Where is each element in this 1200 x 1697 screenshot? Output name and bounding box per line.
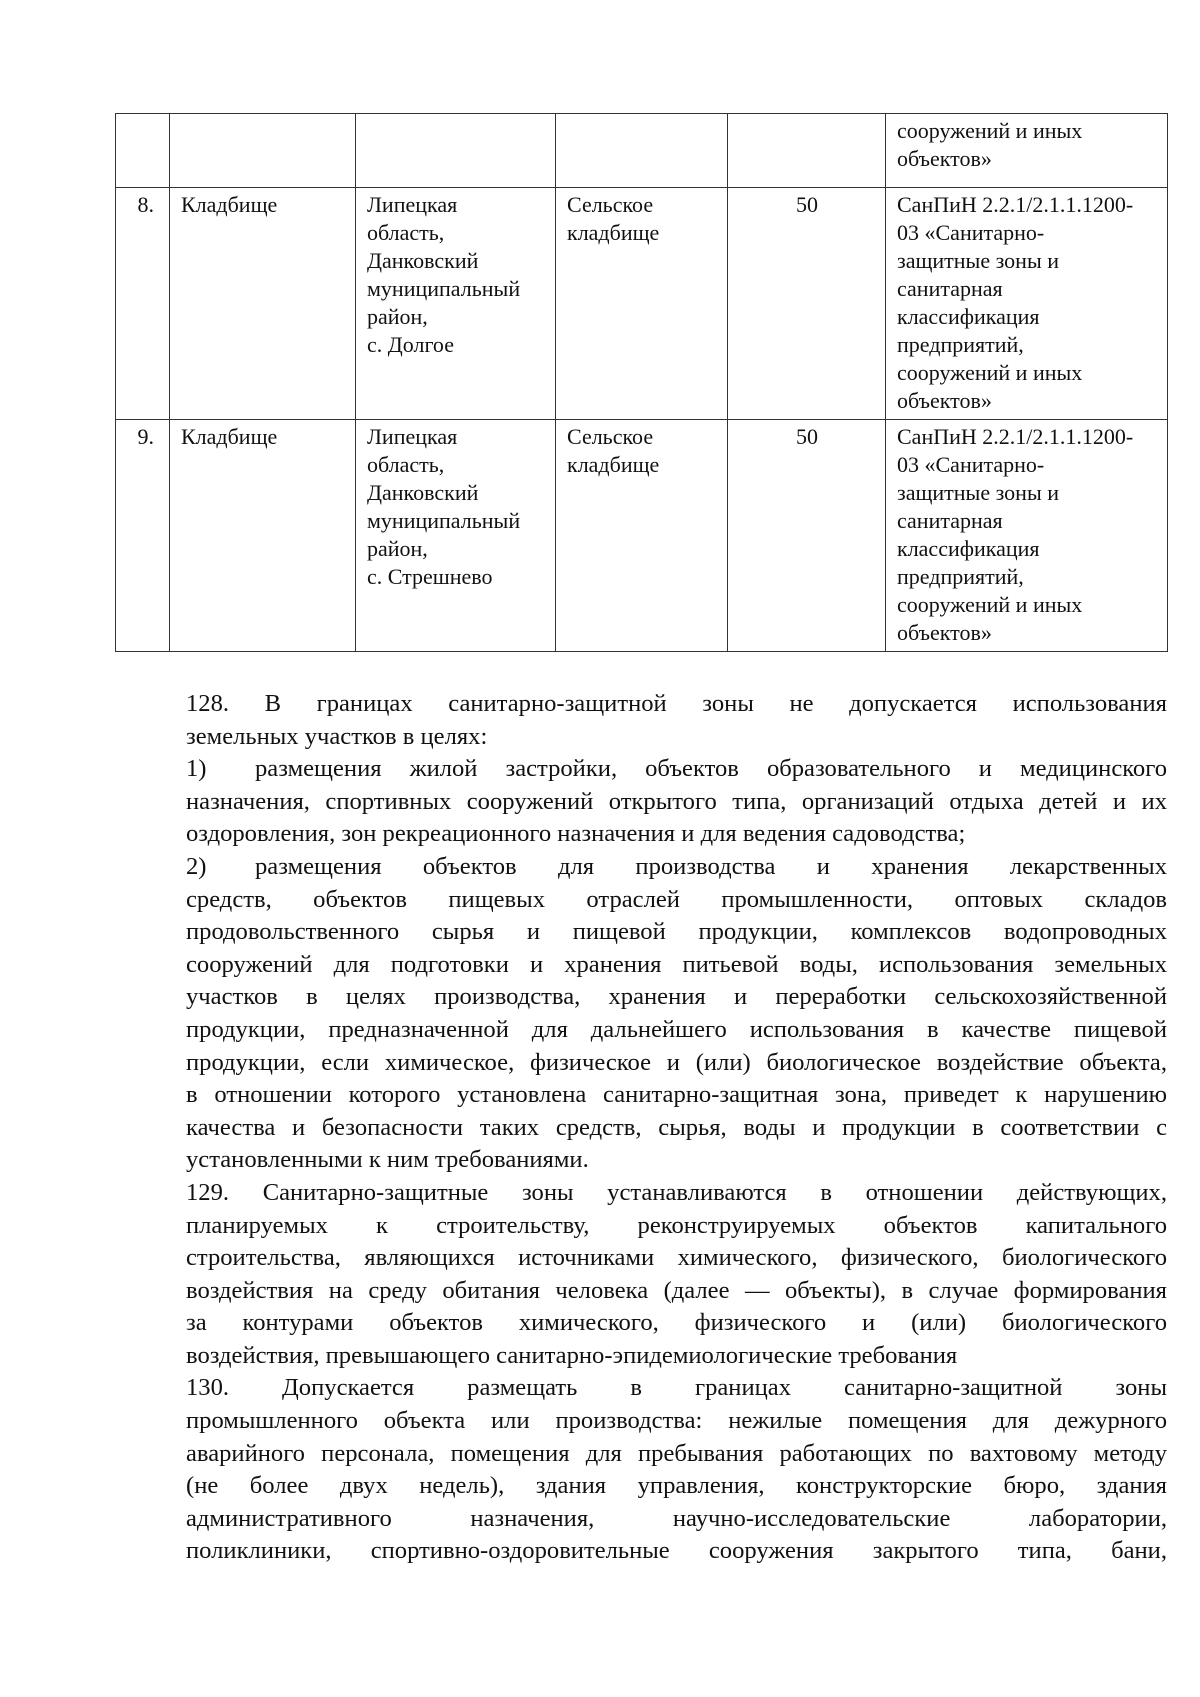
text-line: продукции, если химическое, физическое и (или) биологическое воздействие объекта, [186,1048,1167,1076]
norm-line: сооружений и иных [897,118,1083,143]
cell-object: Кладбище [170,188,356,420]
type-line: Сельское [567,192,654,217]
norm-line: сооружений и иных [897,360,1083,385]
norm-line: объектов» [897,146,992,171]
address-line: Липецкая [367,192,458,217]
text-line: участков в целях производства, хранения и переработки сельскохозяйственной [186,983,1167,1011]
address-line: муниципальный [367,508,521,533]
address-line: с. Стрешнево [367,564,493,589]
norm-line: классификация [897,304,1040,329]
text-line: 130. Допускается размещать в границах санитарно-защитной зоны [186,1374,1167,1402]
cell-type [556,420,728,652]
norm-line: защитные зоны и [897,480,1059,505]
list-item-2 [115,851,1167,1177]
table-row-continuation [116,114,1168,188]
cell-address [356,420,556,652]
document-page [115,113,1167,1568]
text-line: аварийного персонала, помещения для пребывания работающих по вахтовому методу [186,1439,1167,1467]
norm-line: классификация [897,536,1040,561]
cell-object [170,114,356,188]
paragraph-130 [115,1372,1167,1568]
address-line: с. Долгое [367,332,454,357]
norm-line: защитные зоны и [897,248,1059,273]
norm-line: СанПиН 2.2.1/2.1.1.1200- [897,424,1134,449]
text-line: установленными к ним требованиями. [186,1146,589,1174]
list-item-1 [115,753,1167,851]
text-line: средств, объектов пищевых отраслей промышленности, оптовых складов [186,885,1167,913]
table-row [116,188,1168,420]
text-line: строительства, являющихся источниками химического, физического, биологического [186,1244,1167,1272]
text-line [115,753,1167,786]
text-line: поликлиники, спортивно-оздоровительные сооружения закрытого типа, бани, [186,1537,1167,1565]
cell-norm [886,188,1168,420]
text-line: за контурами объектов химического, физического и (или) биологического [186,1309,1167,1337]
cell-num [116,114,170,188]
norm-line: сооружений и иных [897,592,1083,617]
address-line: Липецкая [367,424,458,449]
norm-line: санитарная [897,508,1003,533]
cell-object: Кладбище [170,420,356,652]
text-line: качества и безопасности таких средств, сырья, воды и продукции в соответствии с [186,1113,1167,1141]
text-line: административного назначения, научно-исследовательские лаборатории, [186,1504,1167,1532]
cell-address [356,188,556,420]
cell-distance [728,114,886,188]
text-fragment: размещения жилой застройки, объектов образовательного и медицинского [255,755,1167,783]
text-line: планируемых к строительству, реконструируемых объектов капитального [186,1211,1167,1239]
address-line: район, [367,304,428,329]
text-line: в отношении которого установлена санитарно-защитная зона, приведет к нарушению [186,1081,1167,1109]
type-line: кладбище [567,452,660,477]
text-line: 128. В границах санитарно-защитной зоны не допускается использования [186,690,1167,717]
text-line [115,851,1167,884]
text-line: назначения, спортивных сооружений открытого типа, организаций отдыха детей и их [186,787,1167,815]
cell-norm [886,420,1168,652]
body-text [115,688,1167,1568]
norm-line: объектов» [897,388,992,413]
cell-distance: 50 [728,420,886,652]
text-line: воздействия на среду обитания человека (далее — объекты), в случае формирования [186,1276,1167,1304]
text-line: продовольственного сырья и пищевой продукции, комплексов водопроводных [186,918,1167,946]
text-line: воздействия, превышающего санитарно-эпидемиологические требования [186,1341,958,1369]
paragraph-128 [115,688,1167,753]
address-line: муниципальный [367,276,521,301]
text-line: (не более двух недель), здания управления, конструкторские бюро, здания [186,1472,1167,1500]
text-line: сооружений для подготовки и хранения питьевой воды, использования земельных [186,950,1167,978]
type-line: кладбище [567,220,660,245]
norm-line: санитарная [897,276,1003,301]
list-marker: 2) [186,852,207,880]
norm-line: СанПиН 2.2.1/2.1.1.1200- [897,192,1134,217]
address-line: Данковский [367,480,479,505]
type-line: Сельское [567,424,654,449]
text-line: оздоровления, зон рекреационного назначения и для ведения садоводства; [186,820,966,848]
paragraph-129 [115,1177,1167,1373]
address-line: Данковский [367,248,479,273]
table-row [116,420,1168,652]
norm-line: предприятий, [897,332,1024,357]
address-line: район, [367,536,428,561]
address-line: область, [367,452,445,477]
sanitary-zone-table [115,113,1168,652]
list-marker: 1) [186,755,207,783]
cell-address [356,114,556,188]
text-line: продукции, предназначенной для дальнейшего использования в качестве пищевой [186,1015,1167,1043]
cell-num: 8. [116,188,170,420]
address-line: область, [367,220,445,245]
text-line: земельных участков в целях: [186,722,488,750]
cell-type [556,188,728,420]
cell-distance: 50 [728,188,886,420]
norm-line: 03 «Санитарно- [897,220,1045,245]
cell-num: 9. [116,420,170,652]
norm-line: предприятий, [897,564,1024,589]
text-line: промышленного объекта или производства: нежилые помещения для дежурного [186,1407,1167,1435]
norm-line: объектов» [897,620,992,645]
norm-line: 03 «Санитарно- [897,452,1045,477]
cell-type [556,114,728,188]
cell-norm [886,114,1168,188]
text-fragment: размещения объектов для производства и хранения лекарственных [255,852,1167,880]
text-line: 129. Санитарно-защитные зоны устанавливаются в отношении действующих, [186,1178,1167,1206]
